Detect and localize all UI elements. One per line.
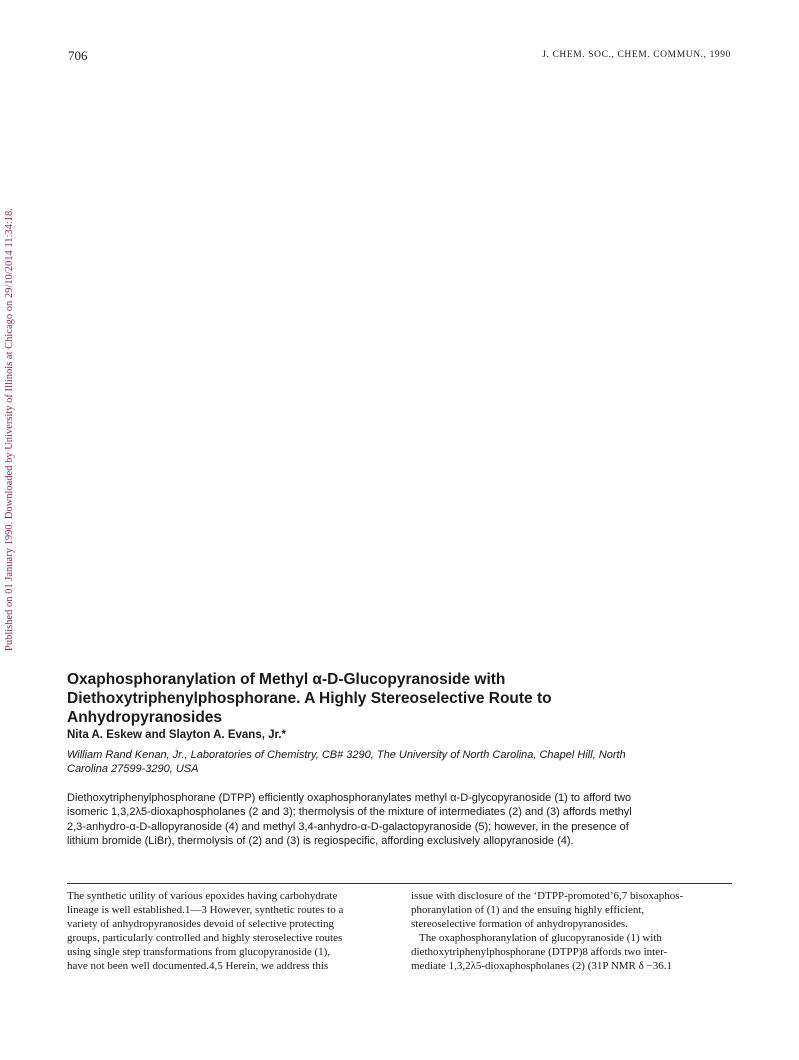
title-line: Anhydropyranosides	[67, 709, 223, 726]
affiliation	[67, 748, 747, 776]
section-divider	[67, 883, 732, 884]
body-column-right	[411, 889, 733, 973]
download-notice: Published on 01 January 1990. Downloaded by University of Illinois at Chicago on 29/10/2014 11:34:18.	[4, 208, 15, 651]
body-line: groups, particularly controlled and highly steroselective routes	[67, 932, 343, 944]
affiliation-line: Carolina 27599-3290, USA	[67, 763, 199, 775]
abstract-line: Diethoxytriphenylphosphorane (DTPP) efficiently oxaphosphoranylates methyl α-D-glycopyranoside (1) to afford two	[67, 792, 632, 804]
body-line: lineage is well established.1—3 However, synthetic routes to a	[67, 904, 344, 916]
body-line: phoranylation of (1) and the ensuing highly efficient,	[411, 904, 645, 916]
title-line: Oxaphosphoranylation of Methyl α-D-Glucopyranoside with	[67, 671, 506, 688]
body-line: mediate 1,3,2λ5-dioxaphospholanes (2) (31P NMR δ −36.1	[411, 960, 673, 972]
body-line: variety of anhydropyranosides devoid of selective protecting	[67, 918, 334, 930]
body-line: issue with disclosure of the ‘DTPP-promoted’6,7 bisoxaphos-	[411, 890, 684, 902]
abstract	[67, 791, 742, 849]
body-column-left	[67, 889, 389, 973]
abstract-line: lithium bromide (LiBr), thermolysis of (2) and (3) is regiospecific, affording exclusively allopyranoside (4).	[67, 835, 574, 848]
page-number: 706	[68, 48, 88, 63]
title-line: Diethoxytriphenylphosphorane. A Highly Stereoselective Route to	[67, 690, 552, 707]
body-line: stereoselective formation of anhydropyranosides.	[411, 918, 628, 930]
article-title	[67, 670, 747, 727]
body-line: using single step transformations from glucopyranoside (1),	[67, 946, 331, 958]
body-line: diethoxytriphenylphosphorane (DTPP)8 affords two inter-	[411, 946, 668, 958]
affiliation-line: William Rand Kenan, Jr., Laboratories of Chemistry, CB# 3290, The University of North Carolina, Chapel Hill, North	[67, 749, 626, 761]
body-line: have not been well documented.4,5 Herein, we address this	[67, 960, 329, 972]
abstract-line: isomeric 1,3,2λ5-dioxaphospholanes (2 and 3); thermolysis of the mixture of intermediates (2) and (3) affords methyl	[67, 806, 632, 819]
journal-header: J. CHEM. SOC., CHEM. COMMUN., 1990	[542, 50, 731, 60]
body-line: The oxaphosphoranylation of glucopyranoside (1) with	[411, 932, 662, 944]
body-line: The synthetic utility of various epoxides having carbohydrate	[67, 890, 338, 902]
abstract-line: 2,3-anhydro-α-D-allopyranoside (4) and methyl 3,4-anhydro-α-D-galactopyranoside (5); however, in the presence of	[67, 820, 629, 833]
authors: Nita A. Eskew and Slayton A. Evans, Jr.*	[67, 729, 287, 741]
